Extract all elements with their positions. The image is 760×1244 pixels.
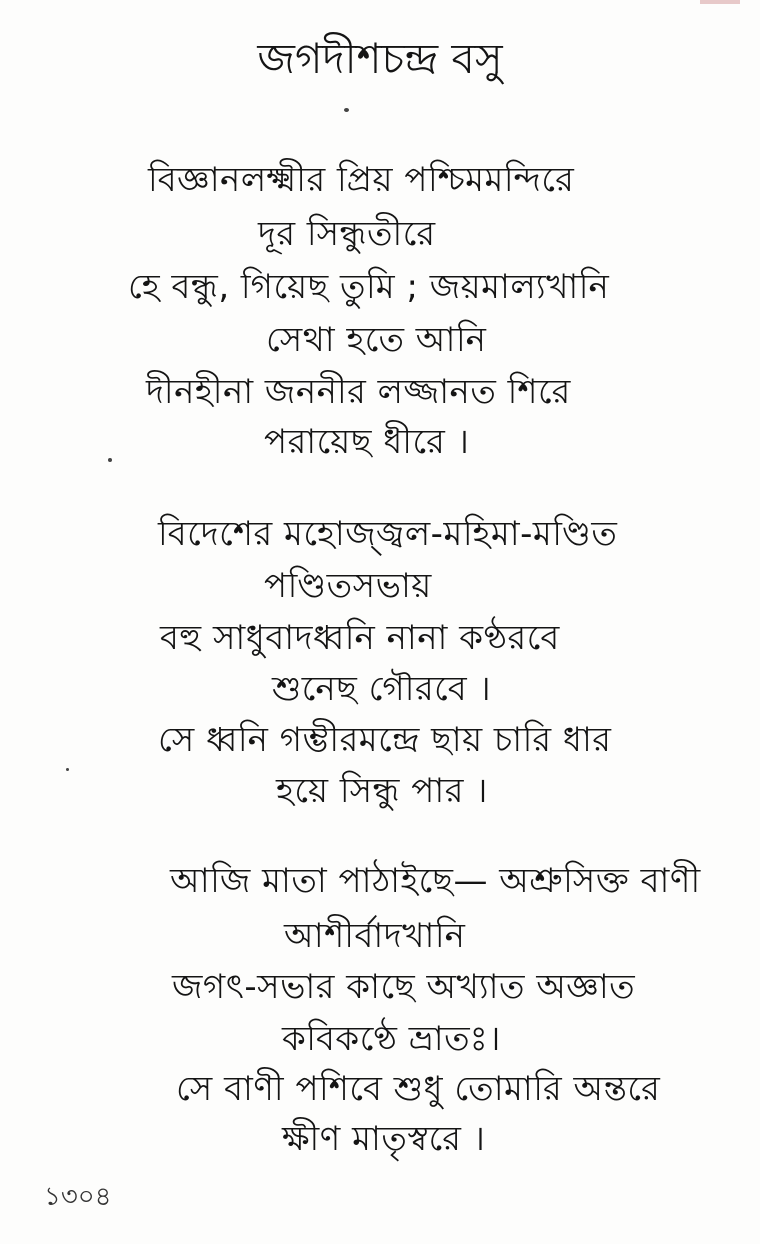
stanza-3-line-6: ক্ষীণ মাতৃস্বরে । [282, 1119, 486, 1159]
stanza-2-line-4: শুনেছ গৌরবে । [272, 669, 492, 709]
stanza-3-line-2: আশীর্বাদখানি [284, 916, 466, 956]
stanza-1-line-6: পরায়েছ ধীরে । [264, 422, 470, 462]
stanza-2-line-5: সে ধ্বনি গম্ভীরমন্দ্রে ছায় চারি ধার [158, 720, 612, 760]
stanza-2-line-2: পণ্ডিতসভায় [264, 566, 432, 606]
stanza-2-line-1: বিদেশের মহোজ্জ্বল-মহিমা-মণ্ডিত [158, 514, 618, 554]
stanza-2-line-6: হয়ে সিন্ধু পার । [276, 771, 488, 811]
scan-edge-mark [700, 0, 740, 4]
poem-title: জগদীশচন্দ্র বসু [257, 34, 503, 83]
ink-speck [66, 768, 69, 771]
stanza-1-line-2: দূর সিন্ধুতীরে [258, 214, 436, 254]
stanza-1-line-4: সেথা হতে আনি [266, 320, 487, 360]
stanza-2-line-3: বহু সাধুবাদধ্বনি নানা কণ্ঠরবে [160, 618, 560, 658]
stanza-3-line-5: সে বাণী পশিবে শুধু তোমারি অন্তরে [176, 1069, 661, 1109]
stanza-3-line-1: আজি মাতা পাঠাইছে— অশ্রুসিক্ত বাণী [170, 861, 701, 901]
ink-speck [108, 458, 112, 462]
ink-speck [344, 108, 349, 112]
stanza-1-line-3: হে বন্ধু, গিয়েছ তুমি ; জয়মাল্যখানি [128, 267, 610, 307]
stanza-3-line-3: জগৎ-সভার কাছে অখ্যাত অজ্ঞাত [172, 967, 636, 1007]
year-footer: ১৩০৪ [44, 1182, 112, 1212]
stanza-1-line-5: দীনহীনা জননীর লজ্জানত শিরে [146, 372, 571, 412]
stanza-3-line-4: কবিকণ্ঠে ভ্রাতঃ। [282, 1019, 501, 1059]
stanza-1-line-1: বিজ্ঞানলক্ষ্মীর প্রিয় পশ্চিমমন্দিরে [148, 160, 575, 200]
